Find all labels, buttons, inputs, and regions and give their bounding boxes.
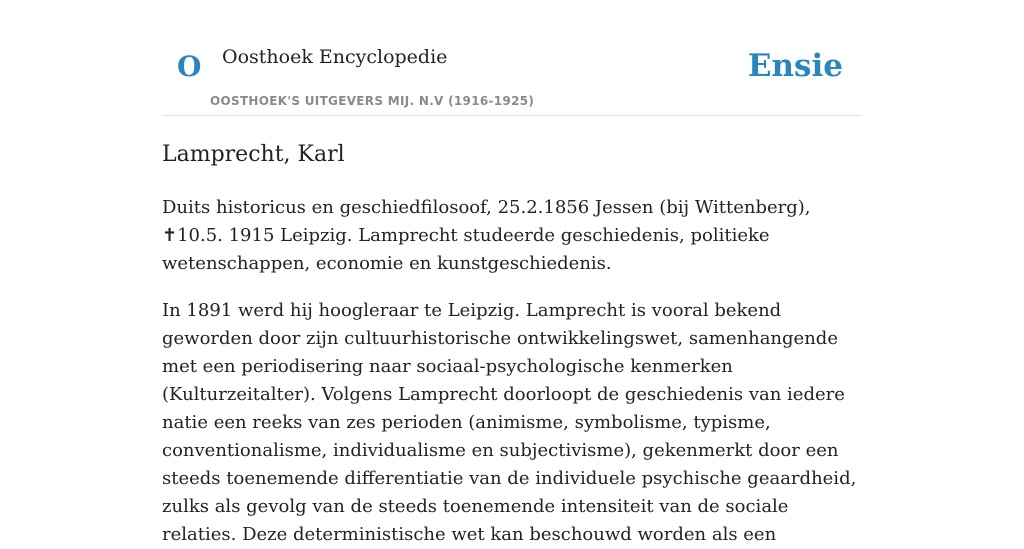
article-paragraph: In 1891 werd hij hoogleraar te Leipzig. Lamprecht is vooral bekend geworden door zijn cultuurhistorische ontwikkelingswet, samenhangende met een periodisering naar sociaal-psychologische kenmerken (Kulturzeitalter). Volgens Lamprecht doorloopt de geschiedenis van iedere natie een reeks van zes perioden (animisme, symbolisme, typisme, conventionalisme, individualisme en subjectivisme), gekenmerkt door een steeds toenemende differentiatie van de individuele psychische geaardheid, zulks als gevolg van de steeds toenemende intensiteit van de sociale relaties. Deze deterministische wet kan beschouwd worden als een (162, 300, 857, 545)
logo-icon[interactable]: O (177, 50, 202, 83)
encyclopedia-title[interactable]: Oosthoek Encyclopedie (222, 46, 448, 68)
site-header (162, 0, 862, 116)
article-paragraph: Duits historicus en geschiedfilosoof, 25.2.1856 Jessen (bij Wittenberg), ✝10.5. 1915 Leipzig. Lamprecht studeerde geschiedenis, politieke wetenschappen, economie en kunstgeschiedenis. (162, 197, 811, 274)
page (162, 0, 862, 549)
publisher-label: OOSTHOEK'S UITGEVERS MIJ. N.V (1916-1925) (210, 94, 535, 108)
article-title: Lamprecht, Karl (162, 142, 345, 167)
ensie-logo[interactable]: Ensie (747, 48, 843, 84)
